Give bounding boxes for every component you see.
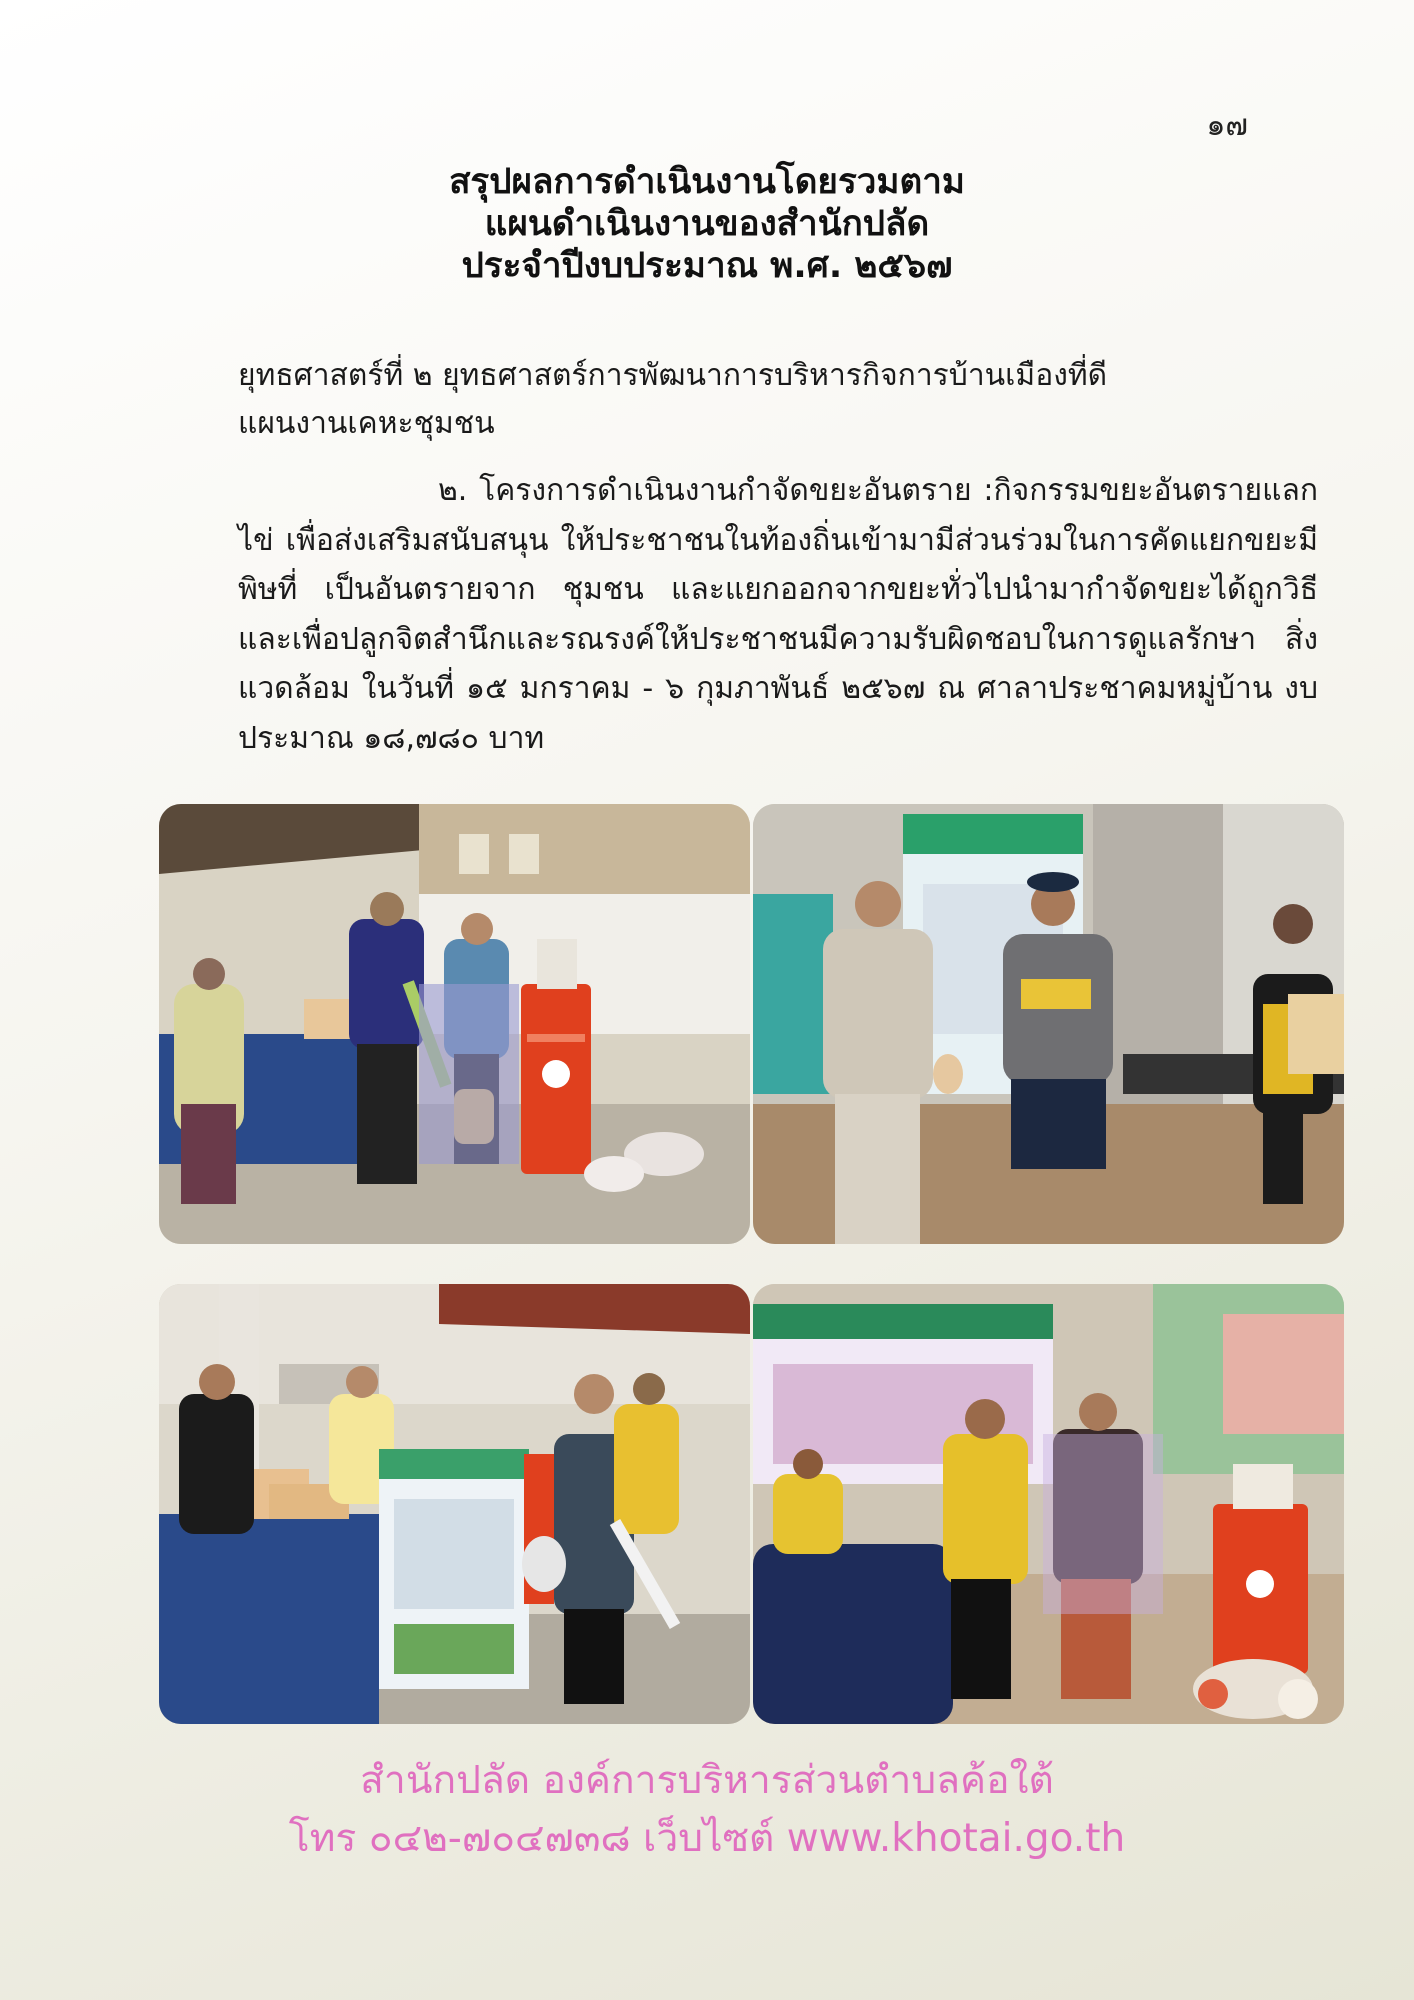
strategy-line: ยุทธศาสตร์ที่ ๒ ยุทธศาสตร์การพัฒนาการบริหารกิจการบ้านเมืองที่ดี	[238, 358, 1108, 393]
photo-community-hall	[753, 1284, 1344, 1724]
title-line-1: สรุปผลการดำเนินงานโดยรวมตาม	[449, 162, 965, 202]
page-title	[0, 162, 1414, 288]
page-number: ๑๗	[1206, 108, 1248, 143]
photo-handover-eggs	[753, 804, 1344, 1244]
photo-egg-exchange-table	[159, 804, 750, 1244]
title-line-2: แผนดำเนินงานของสำนักปลัด	[484, 204, 930, 244]
plan-line: แผนงานเคหะชุมชน	[238, 406, 495, 441]
footer-contact	[0, 1752, 1414, 1868]
photo-elderly-participant	[159, 1284, 750, 1724]
contact-info: โทร ๐๔๒-๗๐๔๗๓๘ เว็บไซต์ www.khotai.go.th	[288, 1816, 1126, 1861]
title-line-3: ประจำปีงบประมาณ พ.ศ. ๒๕๖๗	[461, 246, 953, 286]
organization-name: สำนักปลัด องค์การบริหารส่วนตำบลค้อใต้	[360, 1758, 1054, 1803]
strategy-heading	[238, 352, 1318, 448]
project-text: ๒. โครงการดำเนินงานกำจัดขยะอันตราย :กิจกรรมขยะอันตรายแลกไข่ เพื่อส่งเสริมสนับสนุน ให้ประชาชนในท้องถิ่นเข้ามามีส่วนร่วมในการคัดแยกขยะมีพิษที่ เป็นอันตรายจาก ชุมชน และแยกออกจากขยะทั่วไปนำมากำจัดขยะได้ถูกวิธีและเพื่อปลูกจิตสำนึกและรณรงค์ให้ประชาชนมีความรับผิดชอบในการดูแลรักษา สิ่งแวดล้อม ในวันที่ ๑๕ มกราคม - ๖ กุมภาพันธ์ ๒๕๖๗ ณ ศาลาประชาคมหมู่บ้าน งบประมาณ ๑๘,๗๘๐ บาท	[238, 473, 1318, 756]
project-description	[238, 466, 1318, 763]
